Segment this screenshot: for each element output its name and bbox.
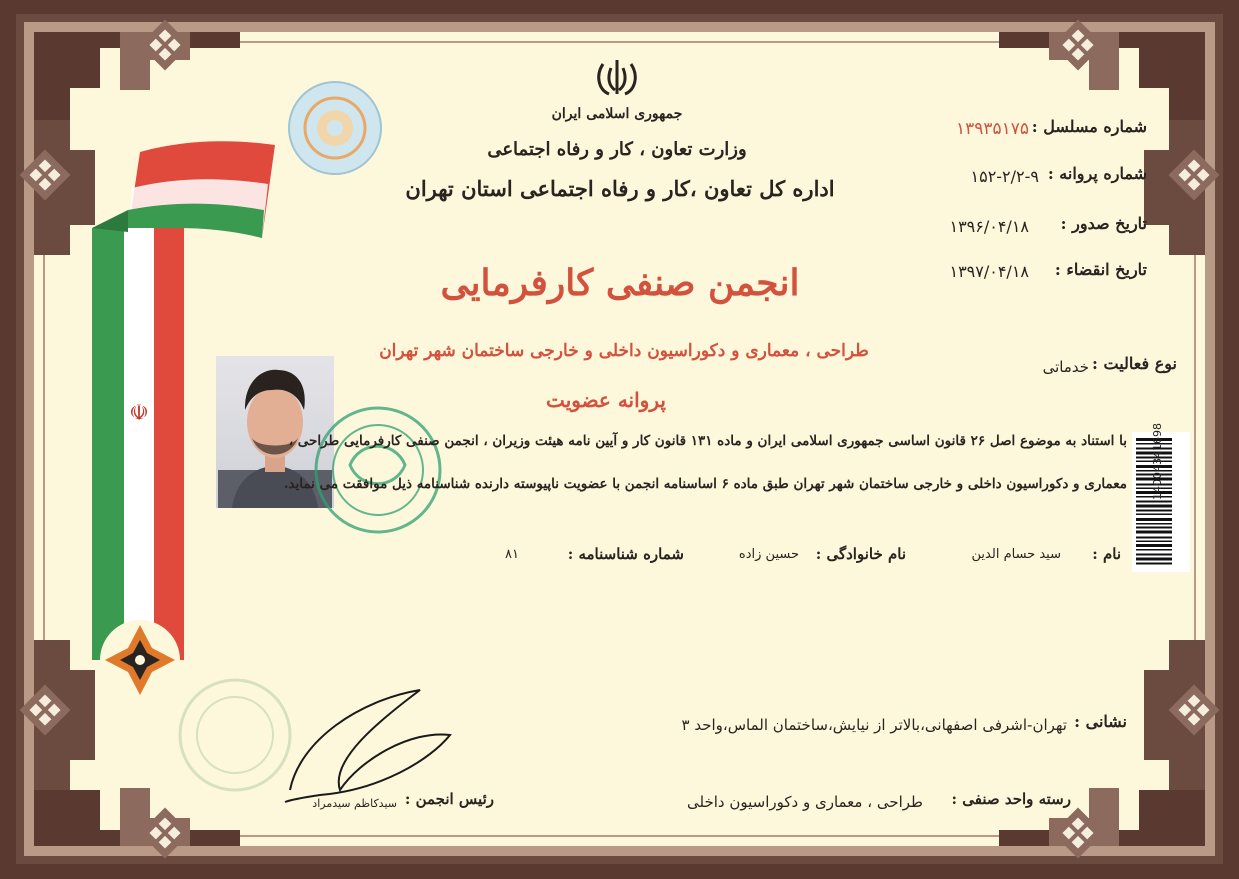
serial-label: شماره مسلسل : xyxy=(1031,117,1147,136)
certificate-subtitle: طراحی ، معماری و دکوراسیون داخلی و خارجی ساختمان شهر تهران xyxy=(379,341,869,361)
body-text-line2: معماری و دکوراسیون داخلی و خارجی ساختمان شهر تهران طبق ماده ۶ اساسنامه انجمن با عضویت ناپیوسته دارنده شناسنامه ذیل موافقت می نماید. xyxy=(283,476,1127,492)
certificate-title: انجمن صنفی کارفرمایی xyxy=(440,262,800,304)
issue-label: تاریخ صدور : xyxy=(1060,214,1147,233)
issue-value: ۱۳۹۶/۰۴/۱۸ xyxy=(949,217,1029,236)
serial-value: ۱۳۹۳۵۱۷۵ xyxy=(955,119,1029,139)
ministry-name: وزارت تعاون ، کار و رفاه اجتماعی xyxy=(487,139,747,160)
svg-text:☫: ☫ xyxy=(129,401,149,426)
barcode-number: 14004341698 xyxy=(1151,423,1164,500)
signature-label: رئیس انجمن : xyxy=(404,790,494,808)
name-value: سید حسام الدین xyxy=(971,547,1061,562)
address-value: تهران-اشرفی اصفهانی،بالاتر از نیایش،ساختمان الماس،واحد ۳ xyxy=(681,716,1067,734)
expiry-value: ۱۳۹۷/۰۴/۱۸ xyxy=(949,262,1029,281)
category-value: طراحی ، معماری و دکوراسیون داخلی xyxy=(686,793,923,811)
office-name: اداره کل تعاون ،کار و رفاه اجتماعی استان تهران xyxy=(405,176,835,201)
signature-name: سیدکاظم سیدمراد xyxy=(312,797,397,810)
license-value: ۱۵۲-۲/۲-۹ xyxy=(970,167,1039,186)
country-name: جمهوری اسلامی ایران xyxy=(551,106,683,122)
family-value: حسین زاده xyxy=(738,547,799,562)
name-label: نام : xyxy=(1092,545,1121,563)
category-label: رسته واحد صنفی : xyxy=(951,790,1071,808)
document-type: پروانه عضویت xyxy=(546,388,666,412)
id-value: ۸۱ xyxy=(505,547,519,562)
license-label: شماره پروانه : xyxy=(1047,164,1147,183)
family-label: نام خانوادگی : xyxy=(815,545,906,563)
expiry-label: تاریخ انقضاء : xyxy=(1054,260,1147,279)
activity-value: خدماتی xyxy=(1042,358,1089,376)
emblem-ornament xyxy=(100,620,180,700)
id-label: شماره شناسنامه : xyxy=(567,545,684,563)
body-text-line1: با استناد به موضوع اصل ۲۶ قانون اساسی جمهوری اسلامی ایران و ماده ۱۳۱ قانون کار و آیین نامه هیئت وزیران ، انجمن صنفی کارفرمایی طراحی ، xyxy=(288,433,1127,449)
activity-label: نوع فعالیت : xyxy=(1092,354,1177,373)
address-label: نشانی : xyxy=(1074,712,1127,731)
hologram-seal xyxy=(289,82,381,174)
